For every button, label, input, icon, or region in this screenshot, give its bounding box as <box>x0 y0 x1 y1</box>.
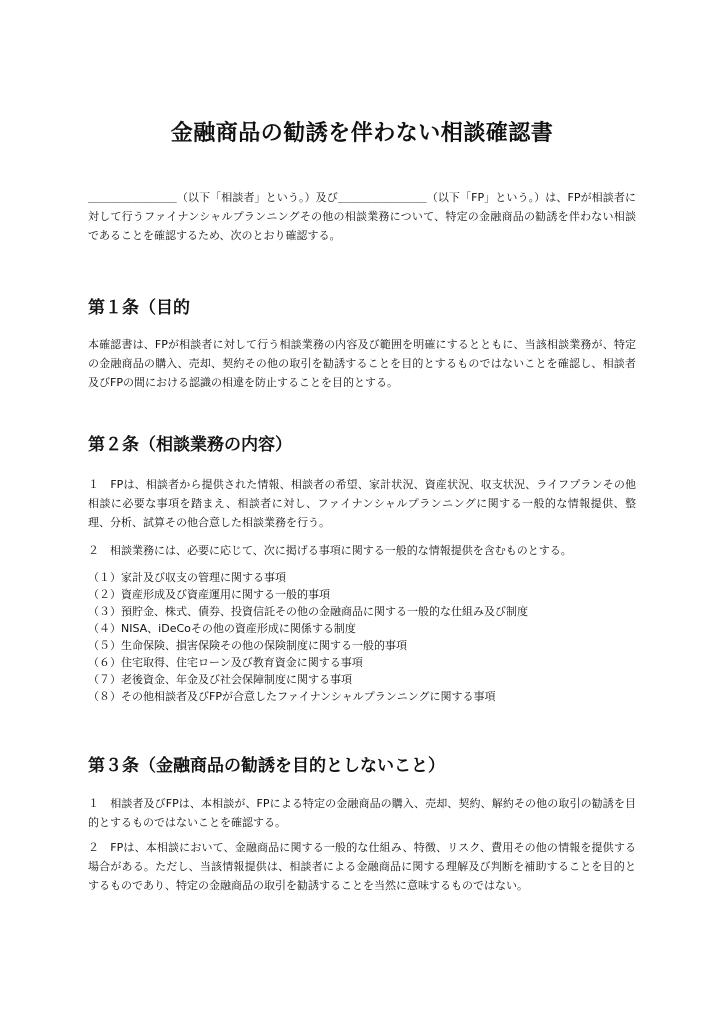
list-item: （４）NISA、iDeCoその他の資産形成に関係する制度 <box>88 622 356 635</box>
list-item: （８）その他相談者及びFPが合意したファイナンシャルプランニングに関する事項 <box>88 690 496 703</box>
article-2-item-list <box>88 569 636 705</box>
article-2-paragraph-1: １ FPは、相談者から提供された情報、相談者の希望、家計状況、資産状況、収支状況、ライフプランその他相談に必要な事項を踏まえ、相談者に対し、ファイナンシャルプランニングに関する一般的な情報提供、整理、分析、試算その他合意した相談業務を行う。 <box>88 478 636 529</box>
list-item: （２）資産形成及び資産運用に関する一般的事項 <box>88 588 330 601</box>
list-item: （５）生命保険、損害保険その他の保険制度に関する一般的事項 <box>88 639 407 652</box>
article-1-heading: 第１条（目的 <box>88 298 190 318</box>
document-title: 金融商品の勧誘を伴わない相談確認書 <box>170 121 554 146</box>
list-item: （３）預貯金、株式、債券、投資信託その他の金融商品に関する一般的な仕組み及び制度 <box>88 605 528 618</box>
list-item: （１）家計及び収支の管理に関する事項 <box>88 571 286 584</box>
article-3-paragraph-1: １ 相談者及びFPは、本相談が、FPによる特定の金融商品の購入、売却、契約、解約その他の取引の勧誘を目的とするものではないことを確認する。 <box>88 797 636 829</box>
list-item: （６）住宅取得、住宅ローン及び教育資金に関する事項 <box>88 656 363 669</box>
article-1-paragraph-1: 本確認書は、FPが相談者に対して行う相談業務の内容及び範囲を明確にするとともに、当該相談業務が、特定の金融商品の購入、売却、契約その他の取引を勧誘することを目的とするものではないことを確認し、相談者及びFPの間における認識の相違を防止することを目的とする。 <box>88 338 636 389</box>
preamble: ＿＿＿＿＿＿＿＿（以下「相談者」という。）及び＿＿＿＿＿＿＿＿（以下「FP」という。）は、FPが相談者に対して行うファイナンシャルプランニングその他の相談業務について、特定の金融商品の勧誘を伴わない相談であることを確認するため、次のとおり確認する。 <box>88 191 636 242</box>
article-3-paragraph-2: ２ FPは、本相談において、金融商品に関する一般的な仕組み、特徴、リスク、費用その他の情報を提供する場合がある。ただし、当該情報提供は、相談者による金融商品に関する理解及び判断を補助することを目的とするものであり、特定の金融商品の取引を勧誘することを当然に意味するものではない。 <box>88 841 636 892</box>
list-item: （７）老後資金、年金及び社会保障制度に関する事項 <box>88 673 352 686</box>
article-2-heading: 第２条（相談業務の内容） <box>88 435 292 455</box>
article-3-heading: 第３条（金融商品の勧誘を目的としないこと） <box>88 756 445 776</box>
article-2-paragraph-2: ２ 相談業務には、必要に応じて、次に掲げる事項に関する一般的な情報提供を含むものとする。 <box>88 544 572 557</box>
